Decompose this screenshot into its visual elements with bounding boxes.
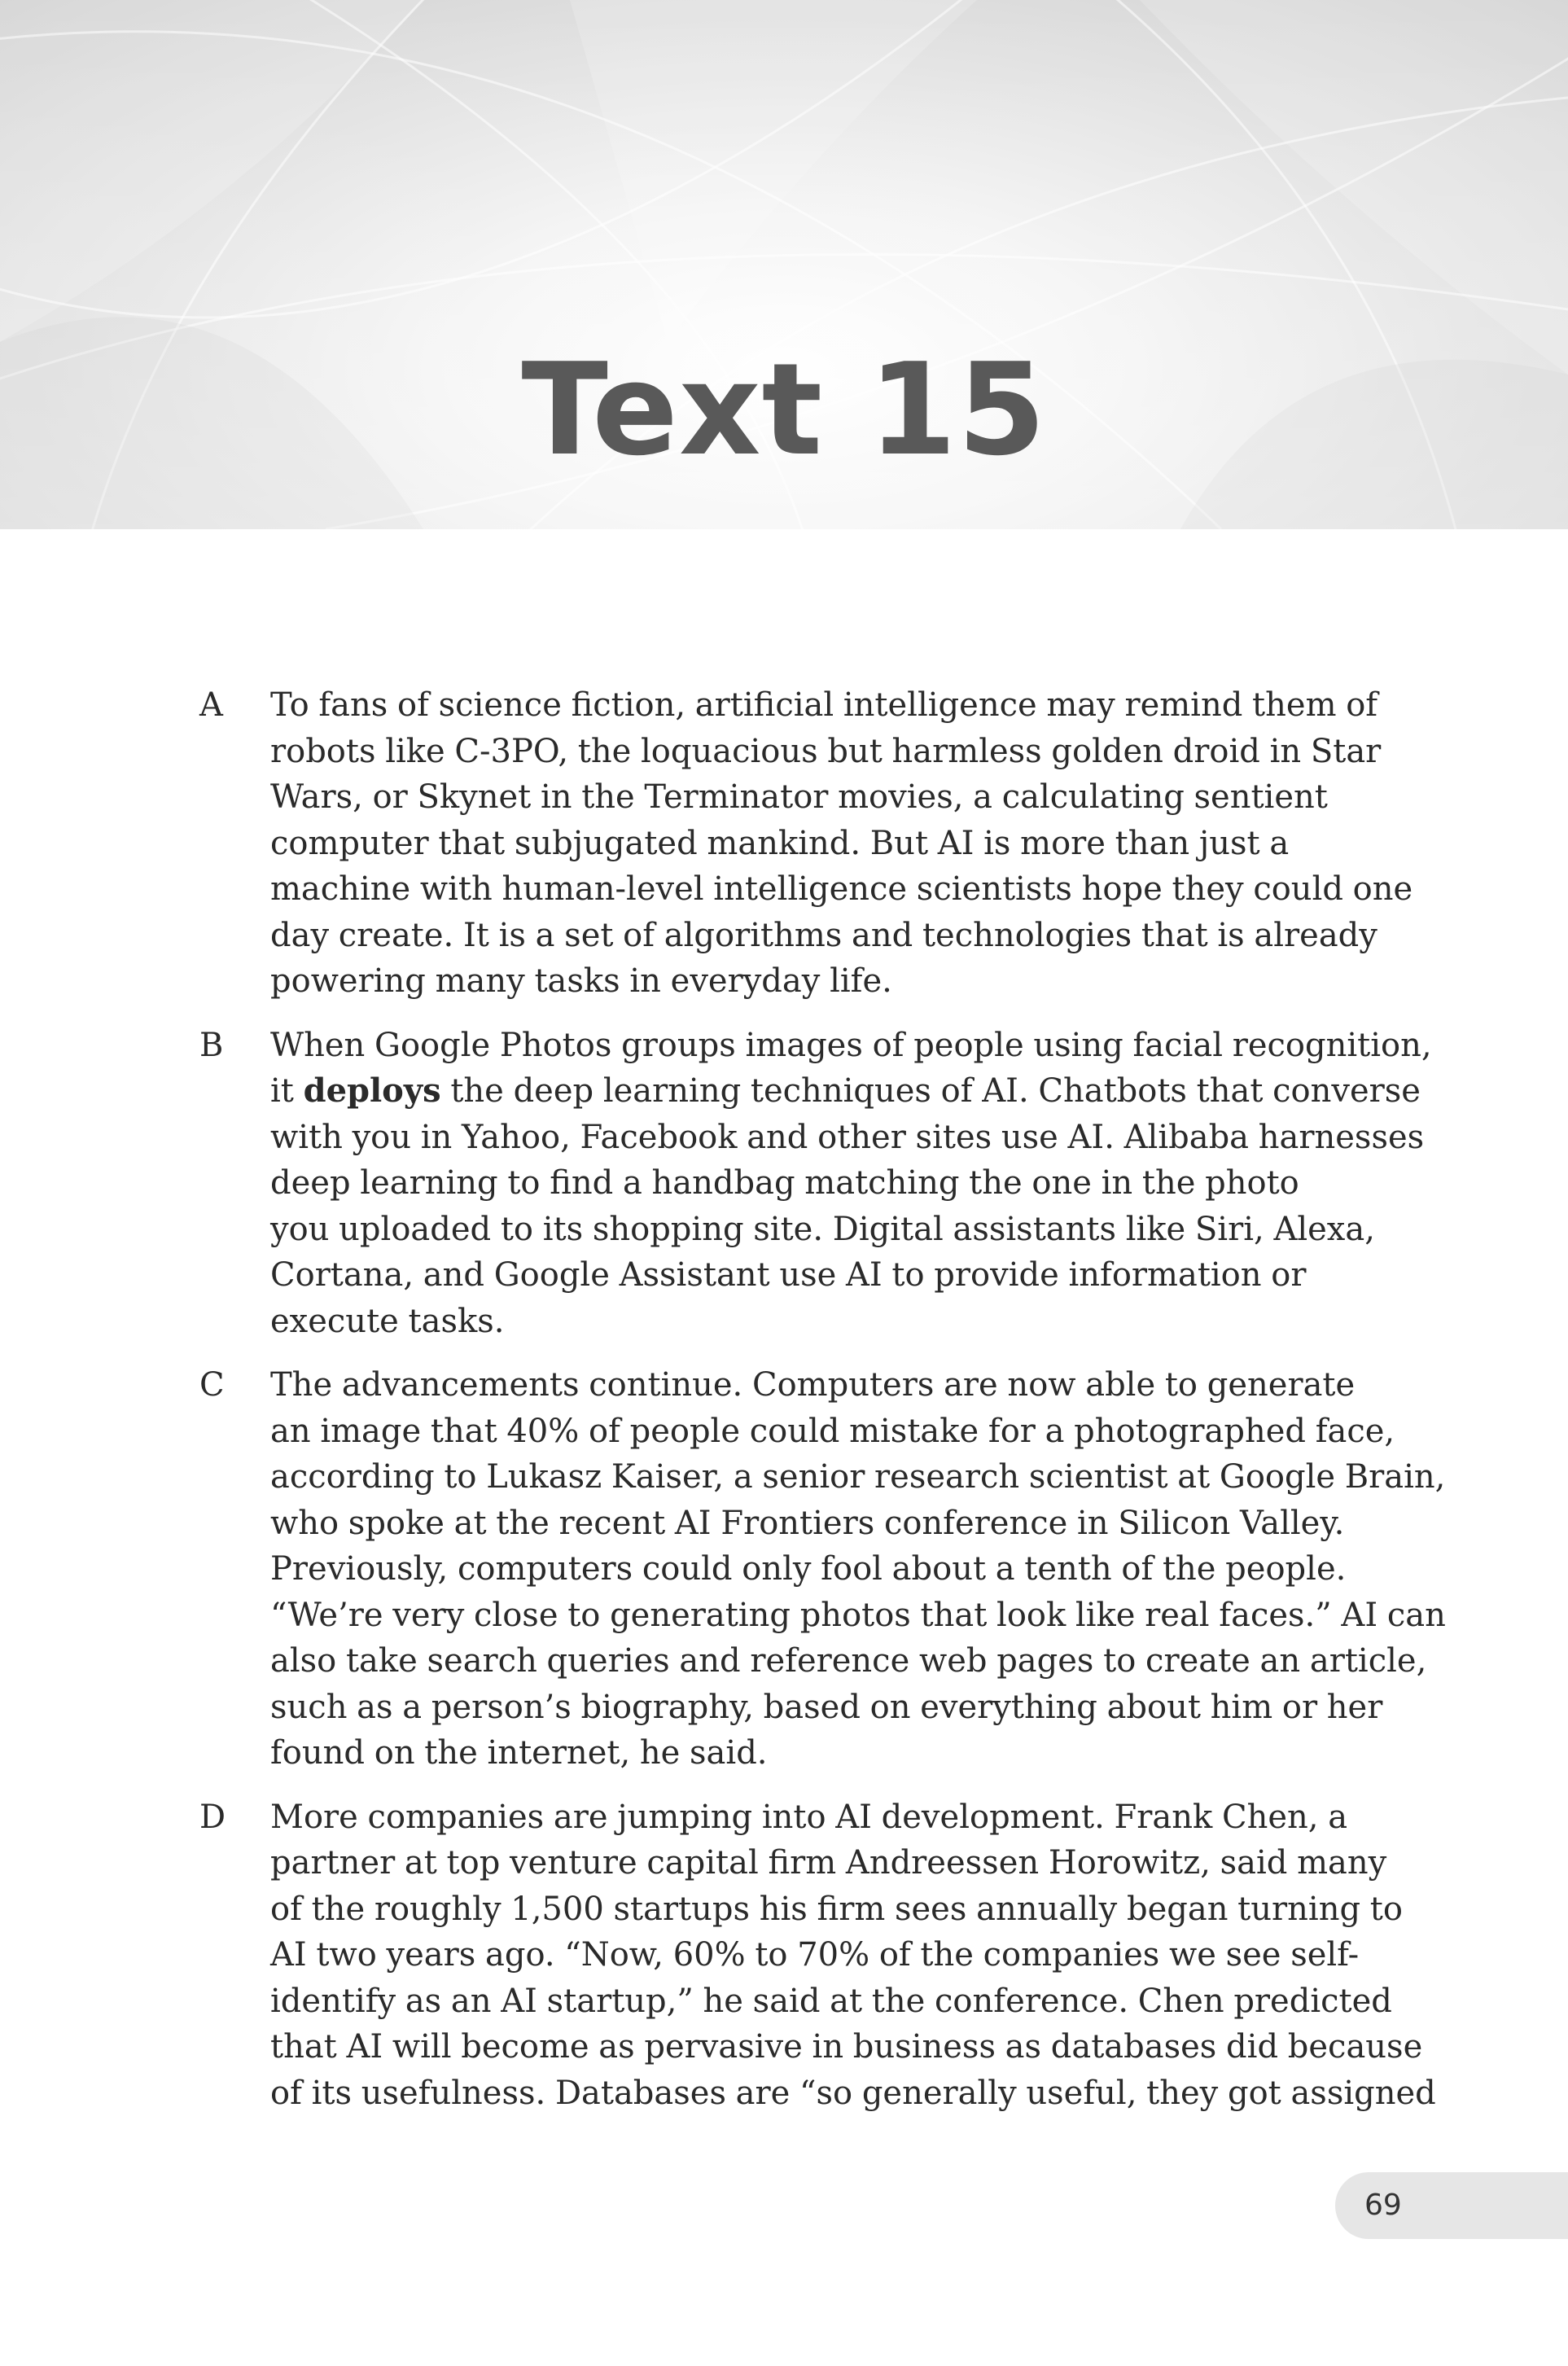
paragraph-c: [199, 1362, 1446, 1777]
paragraph-line: deep learning to find a handbag matching the one in the photo: [270, 1164, 1299, 1202]
paragraph-line: Wars, or Skynet in the Terminator movies, a calculating sentient: [270, 778, 1328, 816]
paragraph-line: powering many tasks in everyday life.: [270, 962, 892, 1000]
page-number-tab: [1335, 2172, 1568, 2239]
paragraph-letter: C: [199, 1366, 225, 1404]
paragraph-line-with-keyword: [270, 1068, 1421, 1115]
paragraph-line: who spoke at the recent AI Frontiers conference in Silicon Valley.: [270, 1504, 1345, 1542]
paragraph-line: When Google Photos groups images of people using facial recognition,: [270, 1026, 1432, 1064]
page-title: Text 15: [521, 335, 1047, 484]
paragraph-line: The advancements continue. Computers are now able to generate: [270, 1366, 1356, 1404]
article-body: [199, 682, 1446, 2134]
paragraph-line: also take search queries and reference web pages to create an article,: [270, 1642, 1427, 1680]
paragraph-letter: A: [199, 686, 223, 724]
paragraph-line: To fans of science fiction, artificial intelligence may remind them of: [270, 686, 1378, 724]
page-number: 69: [1364, 2189, 1402, 2222]
paragraph-a: [199, 682, 1413, 1005]
paragraph-line: identify as an AI startup,” he said at the conference. Chen predicted: [270, 1982, 1392, 2020]
paragraph-letter: B: [199, 1026, 224, 1064]
paragraph-line: execute tasks.: [270, 1302, 505, 1340]
paragraph-line: “We’re very close to generating photos that look like real faces.” AI can: [270, 1596, 1446, 1634]
paragraph-line: computer that subjugated mankind. But AI is more than just a: [270, 824, 1290, 862]
line-text: the deep learning techniques of AI. Chatbots that converse: [440, 1072, 1421, 1110]
paragraph-line: partner at top venture capital firm Andreessen Horowitz, said many: [270, 1844, 1387, 1882]
paragraph-line: with you in Yahoo, Facebook and other sites use AI. Alibaba harnesses: [270, 1118, 1425, 1156]
paragraph-line: according to Lukasz Kaiser, a senior research scientist at Google Brain,: [270, 1458, 1446, 1496]
paragraph-line: day create. It is a set of algorithms and technologies that is already: [270, 916, 1377, 954]
paragraph-line: Cortana, and Google Assistant use AI to provide information or: [270, 1256, 1307, 1294]
line-text: it: [270, 1072, 304, 1110]
paragraph-b: [199, 1023, 1432, 1345]
paragraph-line: of the roughly 1,500 startups his firm sees annually began turning to: [270, 1890, 1403, 1928]
paragraph-letter: D: [199, 1798, 226, 1836]
header-banner: [0, 0, 1568, 529]
paragraph-line: Previously, computers could only fool about a tenth of the people.: [270, 1550, 1347, 1588]
paragraph-line: an image that 40% of people could mistake for a photographed face,: [270, 1412, 1395, 1450]
paragraph-line: of its usefulness. Databases are “so generally useful, they got assigned: [270, 2074, 1436, 2112]
paragraph-line: that AI will become as pervasive in business as databases did because: [270, 2028, 1423, 2066]
paragraph-line: robots like C-3PO, the loquacious but harmless golden droid in Star: [270, 732, 1382, 770]
paragraph-line: More companies are jumping into AI development. Frank Chen, a: [270, 1798, 1348, 1836]
paragraph-d: [199, 1794, 1436, 2117]
paragraph-line: found on the internet, he said.: [270, 1734, 768, 1772]
paragraph-line: you uploaded to its shopping site. Digital assistants like Siri, Alexa,: [270, 1210, 1375, 1248]
paragraph-line: such as a person’s biography, based on everything about him or her: [270, 1688, 1383, 1726]
paragraph-line: AI two years ago. “Now, 60% to 70% of the companies we see self-: [270, 1936, 1360, 1974]
keyword-deploys: deploys: [303, 1071, 441, 1110]
paragraph-line: machine with human-level intelligence scientists hope they could one: [270, 870, 1413, 908]
